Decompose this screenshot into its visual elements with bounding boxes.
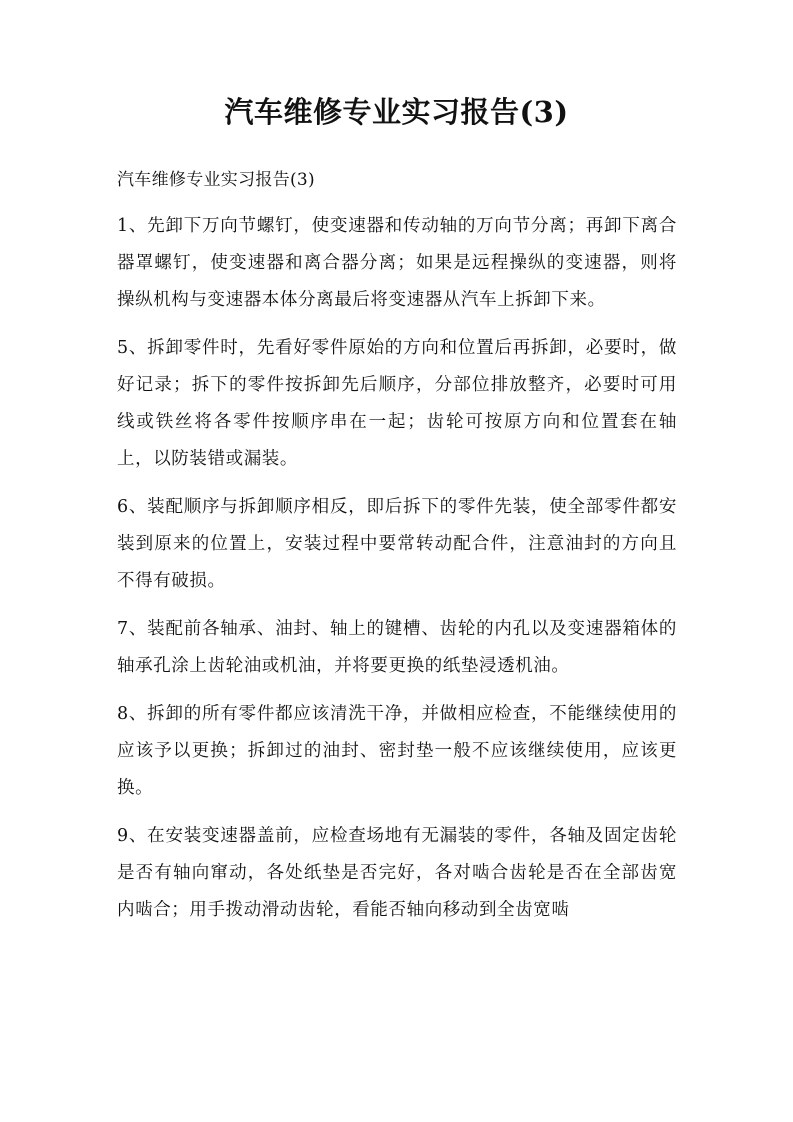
paragraph-step-7: 7、装配前各轴承、油封、轴上的键槽、齿轮的内孔以及变速器箱体的轴承孔涂上齿轮油或机油，并将要更换的纸垫浸透机油。 [117,619,677,676]
paragraph-step-9: 9、在安装变速器盖前，应检查场地有无漏装的零件，各轴及固定齿轮是否有轴向窜动，各处纸垫是否完好，各对啮合齿轮是否在全部齿宽内啮合；用手拨动滑动齿轮，看能否轴向移动到全齿宽啮 [117,826,677,920]
paragraph-step-8: 8、拆卸的所有零件都应该清洗干净，并做相应检查，不能继续使用的应该予以更换；拆卸过的油封、密封垫一般不应该继续使用，应该更换。 [117,704,677,798]
paragraph-step-5: 5、拆卸零件时，先看好零件原始的方向和位置后再拆卸，必要时，做好记录；拆下的零件按拆卸先后顺序，分部位排放整齐，必要时可用线或铁丝将各零件按顺序串在一起；齿轮可按原方向和位置套在轴上，以防装错或漏装。 [117,338,677,469]
document-title: 汽车维修专业实习报告(3) [224,95,569,129]
paragraph-step-1: 1、先卸下万向节螺钉，使变速器和传动轴的万向节分离；再卸下离合器罩螺钉，使变速器和离合器分离；如果是远程操纵的变速器，则将操纵机构与变速器本体分离最后将变速器从汽车上拆卸下来。 [117,216,677,310]
document-subtitle: 汽车维修专业实习报告(3) [117,170,315,190]
paragraph-step-6: 6、装配顺序与拆卸顺序相反，即后拆下的零件先装，使全部零件都安装到原来的位置上，安装过程中要常转动配合件，注意油封的方向且不得有破损。 [117,497,677,591]
document-body [117,208,677,940]
